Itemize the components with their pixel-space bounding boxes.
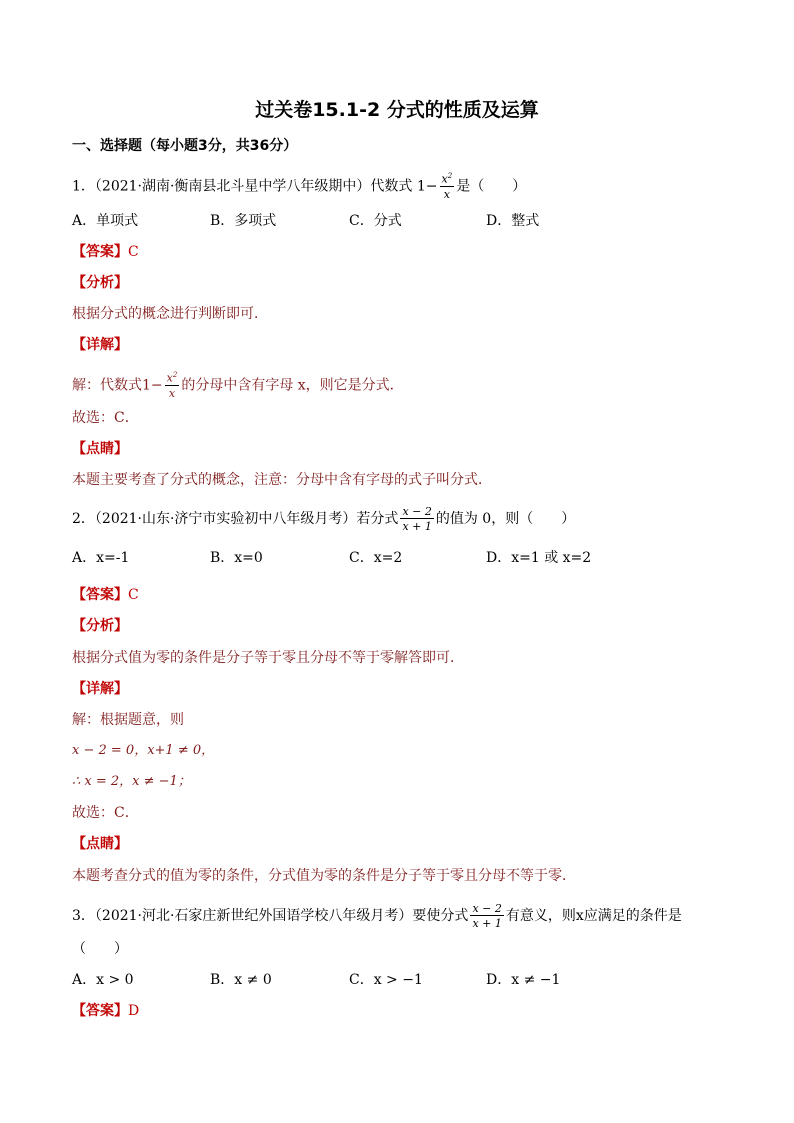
q2-detail-label: 【详解】 xyxy=(72,681,128,697)
q1-option-d[interactable]: D．整式 xyxy=(486,213,540,229)
q2-detail-3: ∴ x = 2，x ≠ −1； xyxy=(72,774,191,789)
q3-option-b[interactable]: B．x ≠ 0 xyxy=(210,972,272,988)
q2-stem-pre: 2．（2021·山东·济宁市实验初中八年级月考）若分式 xyxy=(72,511,399,527)
q2-frac-num: x − 2 xyxy=(402,505,432,518)
q1-frac-num: x xyxy=(441,172,448,186)
q1-detail-post: 的分母中含有字母 x，则它是分式． xyxy=(181,377,404,394)
q2-fraction xyxy=(400,506,433,532)
q3-option-c[interactable]: C．x > −1 xyxy=(349,972,423,988)
q3-option-d[interactable]: D．x ≠ −1 xyxy=(486,972,561,988)
page-title: 过关卷15.1-2 分式的性质及运算 xyxy=(255,99,539,121)
q3-frac-den: x + 1 xyxy=(472,917,502,930)
q3-stem xyxy=(72,903,682,929)
q2-answer xyxy=(72,585,139,605)
q1-fraction xyxy=(440,173,455,200)
q1-detail xyxy=(72,372,404,399)
q1-detail-frac-num: x xyxy=(166,371,173,385)
q3-frac-num: x − 2 xyxy=(472,902,502,915)
q2-option-b[interactable]: B．x=0 xyxy=(210,550,263,566)
q1-stem xyxy=(72,173,526,200)
q1-analysis: 根据分式的概念进行判断即可． xyxy=(72,306,268,322)
q2-comment: 本题考查分式的值为零的条件，分式值为零的条件是分子等于零且分母不等于零． xyxy=(72,868,576,884)
q2-option-d[interactable]: D．x=1 或 x=2 xyxy=(486,550,592,566)
q1-comment-label: 【点睛】 xyxy=(72,441,128,457)
q1-answer-value: C xyxy=(128,244,139,260)
q3-option-a[interactable]: A．x > 0 xyxy=(72,972,134,988)
q3-fraction xyxy=(470,903,503,929)
q1-answer xyxy=(72,242,139,262)
q3-stem-line2: （ ） xyxy=(72,941,128,957)
q1-detail-pre: 解：代数式1− xyxy=(72,377,163,394)
q1-option-b[interactable]: B．多项式 xyxy=(210,213,277,229)
q2-option-c[interactable]: C．x=2 xyxy=(349,550,403,566)
q2-analysis: 根据分式值为零的条件是分子等于零且分母不等于零解答即可． xyxy=(72,650,464,666)
q3-stem-post: 有意义，则x应满足的条件是 xyxy=(505,908,682,924)
q2-option-a[interactable]: A．x=-1 xyxy=(72,550,130,566)
answer-label: 【答案】 xyxy=(72,587,128,603)
q2-frac-den: x + 1 xyxy=(402,520,432,533)
q2-choose: 故选：C． xyxy=(72,805,139,821)
q1-analysis-label: 【分析】 xyxy=(72,275,128,291)
q1-frac-den: x xyxy=(443,187,450,201)
q1-frac-sup: 2 xyxy=(447,172,453,180)
q1-choose: 故选：C． xyxy=(72,410,139,426)
q2-answer-value: C xyxy=(128,587,139,603)
q2-stem xyxy=(72,506,575,532)
q3-answer xyxy=(72,1001,139,1021)
answer-label: 【答案】 xyxy=(72,1003,128,1019)
q1-stem-post: 是（ ） xyxy=(456,178,527,195)
section-heading: 一、选择题（每小题3分，共36分） xyxy=(72,138,298,154)
q1-detail-label: 【详解】 xyxy=(72,337,128,353)
q3-answer-value: D xyxy=(128,1003,140,1019)
q2-comment-label: 【点睛】 xyxy=(72,836,128,852)
q2-analysis-label: 【分析】 xyxy=(72,618,128,634)
q1-comment: 本题主要考查了分式的概念，注意：分母中含有字母的式子叫分式． xyxy=(72,472,492,488)
q1-detail-frac-den: x xyxy=(168,386,176,400)
q3-stem-pre: 3．（2021·河北·石家庄新世纪外国语学校八年级月考）要使分式 xyxy=(72,908,469,924)
q2-detail-2: x − 2 = 0，x+1 ≠ 0， xyxy=(72,743,215,758)
q1-detail-frac-sup: 2 xyxy=(172,371,178,379)
q1-option-a[interactable]: A．单项式 xyxy=(72,213,139,229)
q2-stem-post: 的值为 0，则（ ） xyxy=(435,511,576,527)
answer-label: 【答案】 xyxy=(72,244,128,260)
q1-stem-pre: 1．（2021·湖南·衡南县北斗星中学八年级期中）代数式 1− xyxy=(72,178,438,195)
q1-detail-fraction xyxy=(165,372,180,399)
q1-option-c[interactable]: C．分式 xyxy=(349,213,402,229)
q2-detail-1: 解：根据题意，则 xyxy=(72,712,184,728)
